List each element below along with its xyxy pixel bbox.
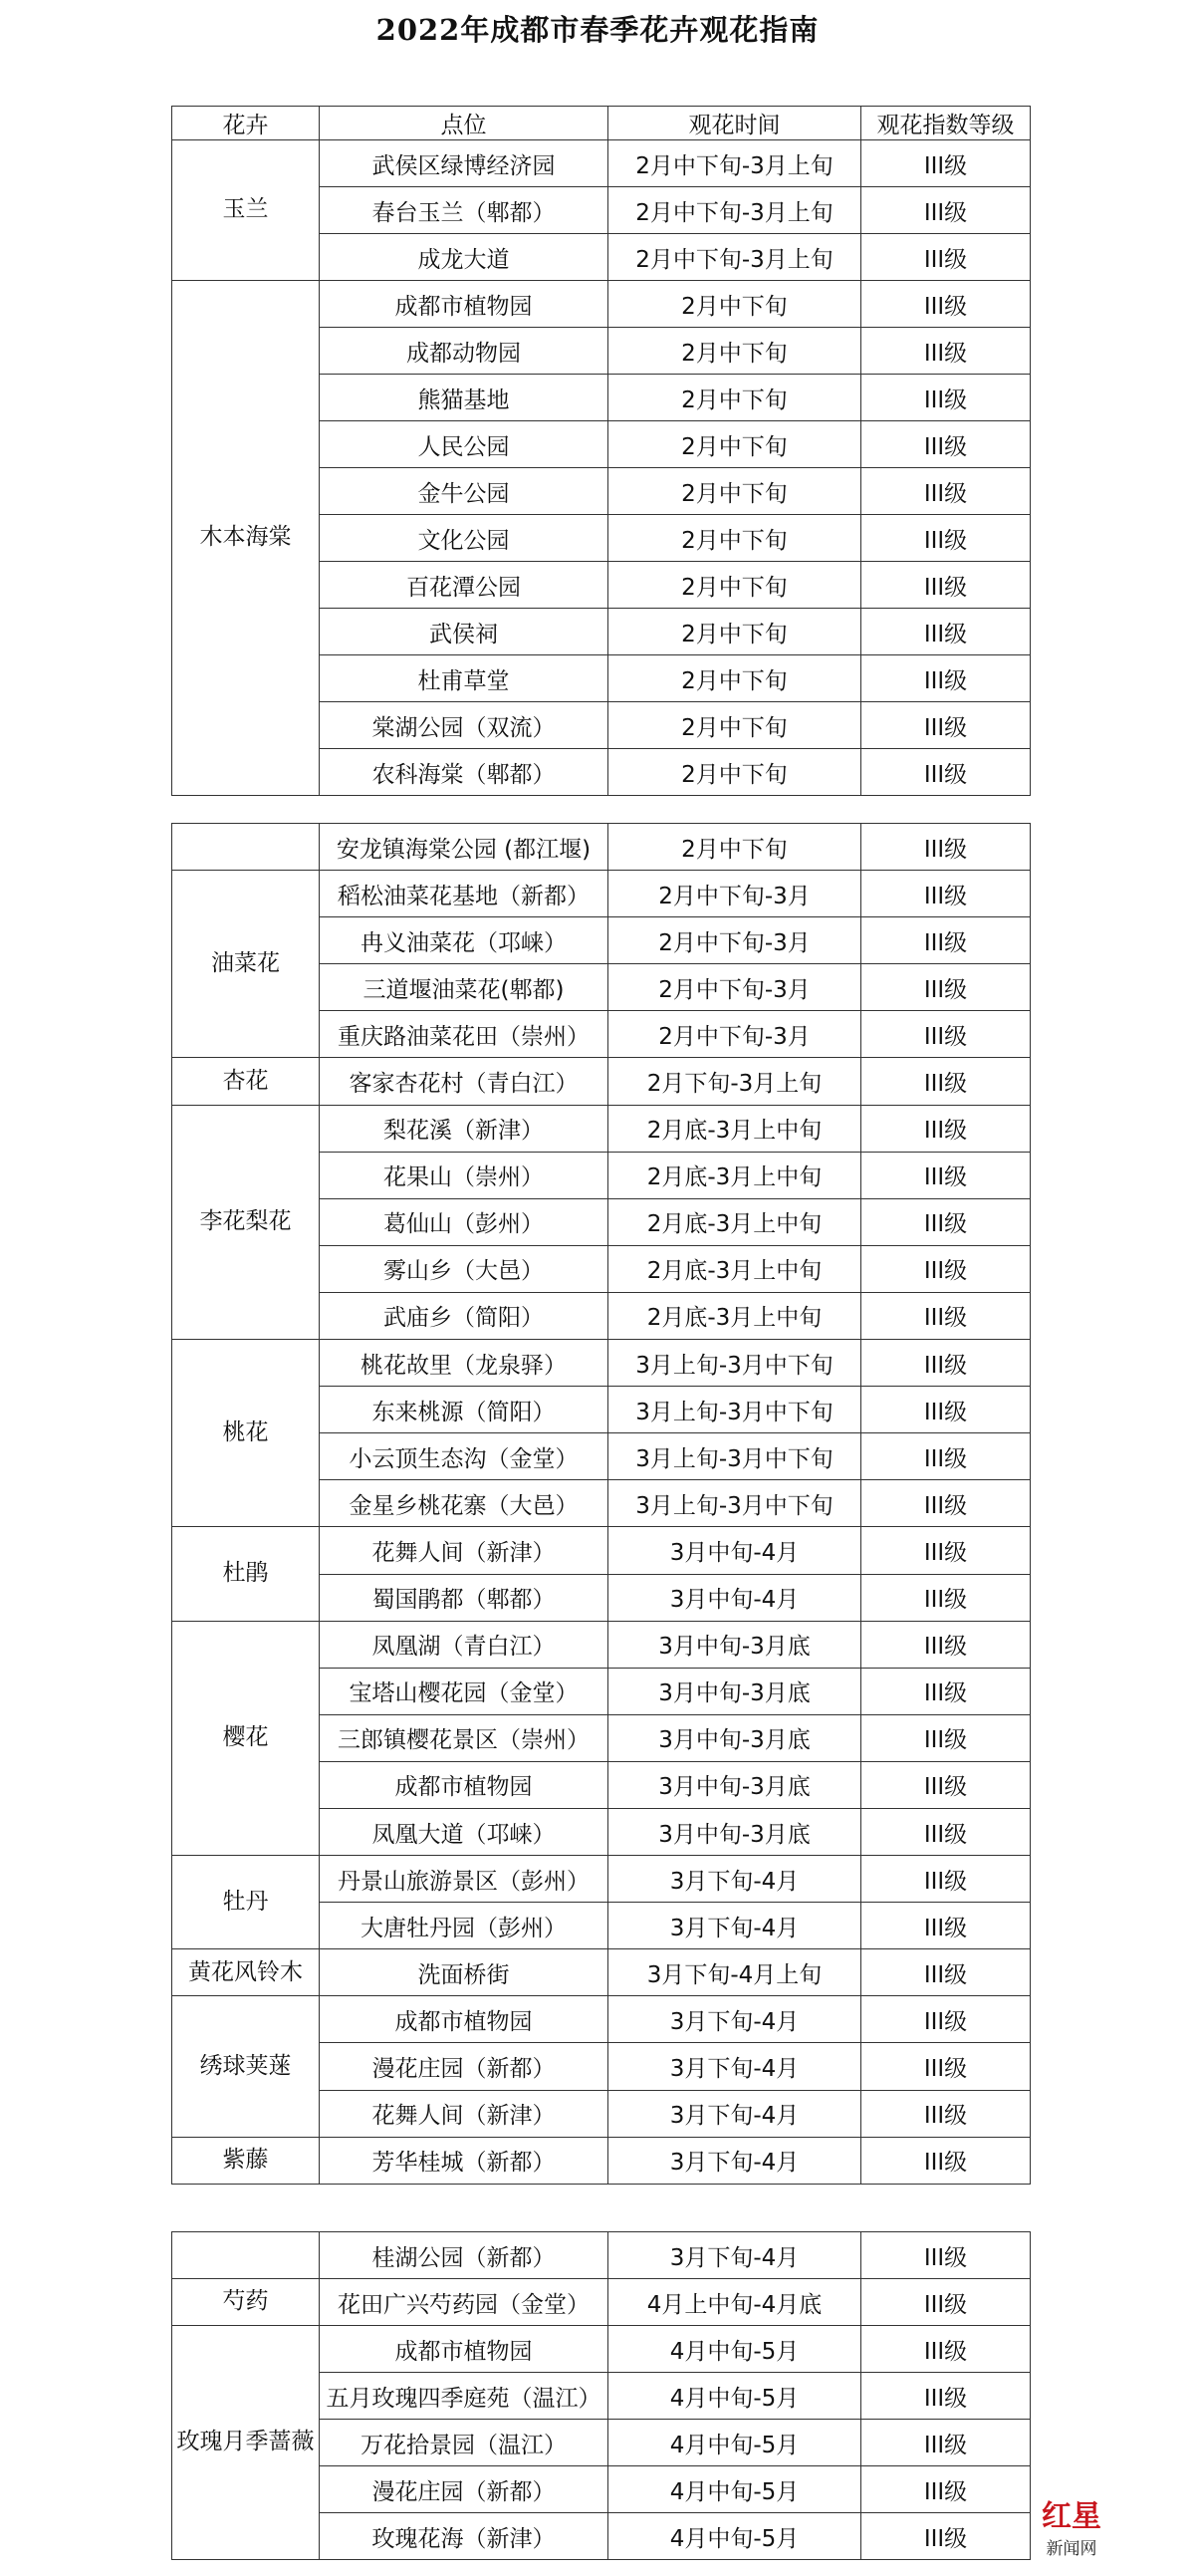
viewing-index-level-cell: III级: [861, 234, 1031, 281]
location-cell: 桃花故里（龙泉驿）: [320, 1340, 608, 1387]
flower-name-cell: [172, 2232, 320, 2279]
viewing-time-cell: 4月中旬-5月: [608, 2466, 861, 2513]
location-cell: 三郎镇樱花景区（崇州）: [320, 1714, 608, 1761]
viewing-index-level-cell: III级: [861, 1058, 1031, 1105]
location-cell: 雾山乡（大邑）: [320, 1245, 608, 1292]
viewing-time-cell: 2月中下旬: [608, 824, 861, 871]
location-cell: 葛仙山（彭州）: [320, 1198, 608, 1245]
flower-name-cell: 芍药: [172, 2279, 320, 2326]
viewing-time-cell: 3月上旬-3月中下旬: [608, 1387, 861, 1433]
guide-table-part-3: [171, 2231, 1031, 2560]
viewing-time-cell: 2月底-3月上中旬: [608, 1292, 861, 1339]
viewing-time-cell: 2月中下旬-3月上旬: [608, 140, 861, 187]
viewing-index-level-cell: III级: [861, 1856, 1031, 1903]
viewing-time-cell: 2月中下旬: [608, 515, 861, 562]
viewing-index-level-cell: III级: [861, 1105, 1031, 1152]
viewing-index-level-cell: III级: [861, 468, 1031, 515]
location-cell: 农科海棠（郫都）: [320, 749, 608, 796]
viewing-time-cell: 3月上旬-3月中下旬: [608, 1480, 861, 1527]
viewing-index-level-cell: III级: [861, 187, 1031, 234]
location-cell: 安龙镇海棠公园 (都江堰): [320, 824, 608, 871]
table-row: [172, 2326, 1031, 2373]
header-flower: 花卉: [172, 107, 320, 140]
location-cell: 成都市植物园: [320, 281, 608, 328]
location-cell: 蜀国鹃都（郫都）: [320, 1574, 608, 1621]
viewing-time-cell: 4月中旬-5月: [608, 2326, 861, 2373]
location-cell: 成都市植物园: [320, 2326, 608, 2373]
location-cell: 人民公园: [320, 421, 608, 468]
location-cell: 武庙乡（简阳）: [320, 1292, 608, 1339]
location-cell: 宝塔山樱花园（金堂）: [320, 1668, 608, 1714]
location-cell: 花舞人间（新津）: [320, 1527, 608, 1574]
viewing-index-level-cell: III级: [861, 2326, 1031, 2373]
location-cell: 稻松油菜花基地（新都）: [320, 871, 608, 917]
table-row: [172, 1527, 1031, 1574]
viewing-time-cell: 2月中下旬: [608, 609, 861, 655]
location-cell: 客家杏花村（青白江）: [320, 1058, 608, 1105]
viewing-index-level-cell: III级: [861, 421, 1031, 468]
location-cell: 大唐牡丹园（彭州）: [320, 1903, 608, 1949]
location-cell: 玫瑰花海（新津）: [320, 2513, 608, 2560]
location-cell: 成都市植物园: [320, 1996, 608, 2043]
table-row: [172, 281, 1031, 328]
viewing-index-level-cell: III级: [861, 1949, 1031, 1996]
table-row: [172, 2232, 1031, 2279]
location-cell: 五月玫瑰四季庭苑（温江）: [320, 2373, 608, 2420]
viewing-time-cell: 2月底-3月上中旬: [608, 1105, 861, 1152]
viewing-index-level-cell: III级: [861, 964, 1031, 1011]
viewing-index-level-cell: III级: [861, 2513, 1031, 2560]
viewing-index-level-cell: III级: [861, 1340, 1031, 1387]
location-cell: 芳华桂城（新都）: [320, 2137, 608, 2184]
viewing-index-level-cell: III级: [861, 655, 1031, 702]
flower-name-cell: 黄花风铃木: [172, 1949, 320, 1996]
viewing-time-cell: 2月中下旬: [608, 375, 861, 421]
flower-name-cell: 绣球荚蒾: [172, 1996, 320, 2137]
viewing-index-level-cell: III级: [861, 1761, 1031, 1808]
location-cell: 洗面桥街: [320, 1949, 608, 1996]
viewing-time-cell: 2月中下旬: [608, 468, 861, 515]
viewing-index-level-cell: III级: [861, 749, 1031, 796]
viewing-time-cell: 3月中旬-4月: [608, 1574, 861, 1621]
table-row: [172, 2279, 1031, 2326]
viewing-time-cell: 2月中下旬: [608, 702, 861, 749]
viewing-index-level-cell: III级: [861, 1574, 1031, 1621]
location-cell: 花舞人间（新津）: [320, 2090, 608, 2137]
logo-mark-text: 红星: [1042, 2499, 1101, 2534]
location-cell: 棠湖公园（双流）: [320, 702, 608, 749]
viewing-time-cell: 3月中旬-4月: [608, 1527, 861, 1574]
viewing-index-level-cell: III级: [861, 1903, 1031, 1949]
viewing-index-level-cell: III级: [861, 281, 1031, 328]
location-cell: 小云顶生态沟（金堂）: [320, 1433, 608, 1480]
viewing-index-level-cell: III级: [861, 1433, 1031, 1480]
viewing-index-level-cell: III级: [861, 702, 1031, 749]
flower-name-cell: 牡丹: [172, 1856, 320, 1949]
logo-caption-text: 新闻网: [1046, 2539, 1097, 2559]
location-cell: 文化公园: [320, 515, 608, 562]
location-cell: 金牛公园: [320, 468, 608, 515]
location-cell: 冉义油菜花（邛崃）: [320, 917, 608, 964]
viewing-time-cell: 2月中下旬-3月上旬: [608, 234, 861, 281]
viewing-index-level-cell: III级: [861, 1714, 1031, 1761]
header-row: [172, 107, 1031, 140]
viewing-time-cell: 3月上旬-3月中下旬: [608, 1433, 861, 1480]
viewing-time-cell: 2月中下旬: [608, 281, 861, 328]
location-cell: 漫花庄园（新都）: [320, 2043, 608, 2090]
viewing-index-level-cell: III级: [861, 1480, 1031, 1527]
viewing-time-cell: 2月底-3月上中旬: [608, 1198, 861, 1245]
location-cell: 重庆路油菜花田（崇州）: [320, 1011, 608, 1058]
viewing-index-level-cell: III级: [861, 2137, 1031, 2184]
table-row: [172, 1621, 1031, 1668]
table-row: [172, 1105, 1031, 1152]
location-cell: 丹景山旅游景区（彭州）: [320, 1856, 608, 1903]
location-cell: 成都动物园: [320, 328, 608, 375]
viewing-time-cell: 3月下旬-4月: [608, 2090, 861, 2137]
viewing-time-cell: 3月下旬-4月: [608, 2043, 861, 2090]
guide-table-part-1: [171, 106, 1031, 796]
viewing-time-cell: 4月中旬-5月: [608, 2373, 861, 2420]
viewing-index-level-cell: III级: [861, 1198, 1031, 1245]
viewing-time-cell: 2月底-3月上中旬: [608, 1152, 861, 1198]
table-row: [172, 1058, 1031, 1105]
viewing-time-cell: 2月中下旬-3月上旬: [608, 187, 861, 234]
location-cell: 春台玉兰（郫都）: [320, 187, 608, 234]
viewing-index-level-cell: III级: [861, 2420, 1031, 2466]
viewing-index-level-cell: III级: [861, 1621, 1031, 1668]
viewing-time-cell: 3月中旬-3月底: [608, 1761, 861, 1808]
location-cell: 成龙大道: [320, 234, 608, 281]
viewing-index-level-cell: III级: [861, 2043, 1031, 2090]
viewing-index-level-cell: III级: [861, 328, 1031, 375]
viewing-index-level-cell: III级: [861, 917, 1031, 964]
table-row: [172, 1856, 1031, 1903]
viewing-time-cell: 3月中旬-3月底: [608, 1668, 861, 1714]
viewing-time-cell: 3月下旬-4月: [608, 2232, 861, 2279]
viewing-time-cell: 3月上旬-3月中下旬: [608, 1340, 861, 1387]
flower-name-cell: [172, 824, 320, 871]
viewing-index-level-cell: III级: [861, 1152, 1031, 1198]
viewing-index-level-cell: III级: [861, 2373, 1031, 2420]
viewing-time-cell: 2月中下旬: [608, 655, 861, 702]
viewing-time-cell: 2月中下旬-3月: [608, 871, 861, 917]
location-cell: 杜甫草堂: [320, 655, 608, 702]
header-location: 点位: [320, 107, 608, 140]
viewing-time-cell: 4月中旬-5月: [608, 2513, 861, 2560]
table-row: [172, 871, 1031, 917]
viewing-index-level-cell: III级: [861, 515, 1031, 562]
viewing-index-level-cell: III级: [861, 2279, 1031, 2326]
viewing-index-level-cell: III级: [861, 2466, 1031, 2513]
viewing-time-cell: 2月下旬-3月上旬: [608, 1058, 861, 1105]
viewing-time-cell: 3月中旬-3月底: [608, 1808, 861, 1855]
viewing-index-level-cell: III级: [861, 562, 1031, 609]
flower-name-cell: 杜鹃: [172, 1527, 320, 1621]
viewing-index-level-cell: III级: [861, 871, 1031, 917]
viewing-time-cell: 2月底-3月上中旬: [608, 1245, 861, 1292]
location-cell: 凤凰湖（青白江）: [320, 1621, 608, 1668]
guide-table-part-2: [171, 823, 1031, 2185]
table-row: [172, 824, 1031, 871]
viewing-time-cell: 3月下旬-4月: [608, 2137, 861, 2184]
viewing-time-cell: 3月下旬-4月: [608, 1903, 861, 1949]
flower-name-cell: 油菜花: [172, 871, 320, 1058]
location-cell: 三道堰油菜花(郫都): [320, 964, 608, 1011]
viewing-time-cell: 2月中下旬-3月: [608, 917, 861, 964]
flower-name-cell: 李花梨花: [172, 1105, 320, 1339]
header-time: 观花时间: [608, 107, 861, 140]
viewing-time-cell: 2月中下旬-3月: [608, 1011, 861, 1058]
hongxing-news-logo: [1032, 2490, 1111, 2562]
flower-name-cell: 木本海棠: [172, 281, 320, 796]
viewing-time-cell: 4月上中旬-4月底: [608, 2279, 861, 2326]
viewing-time-cell: 3月中旬-3月底: [608, 1621, 861, 1668]
viewing-time-cell: 2月中下旬: [608, 562, 861, 609]
table-row: [172, 1996, 1031, 2043]
location-cell: 漫花庄园（新都）: [320, 2466, 608, 2513]
viewing-time-cell: 3月下旬-4月上旬: [608, 1949, 861, 1996]
viewing-time-cell: 2月中下旬-3月: [608, 964, 861, 1011]
location-cell: 花果山（崇州）: [320, 1152, 608, 1198]
location-cell: 花田广兴芍药园（金堂）: [320, 2279, 608, 2326]
viewing-index-level-cell: III级: [861, 2090, 1031, 2137]
viewing-index-level-cell: III级: [861, 824, 1031, 871]
viewing-time-cell: 2月中下旬: [608, 328, 861, 375]
viewing-time-cell: 3月下旬-4月: [608, 1856, 861, 1903]
viewing-index-level-cell: III级: [861, 609, 1031, 655]
location-cell: 金星乡桃花寨（大邑）: [320, 1480, 608, 1527]
header-level: 观花指数等级: [861, 107, 1031, 140]
location-cell: 万花拾景园（温江）: [320, 2420, 608, 2466]
location-cell: 凤凰大道（邛崃）: [320, 1808, 608, 1855]
location-cell: 东来桃源（简阳）: [320, 1387, 608, 1433]
location-cell: 武侯区绿博经济园: [320, 140, 608, 187]
viewing-time-cell: 3月中旬-3月底: [608, 1714, 861, 1761]
location-cell: 成都市植物园: [320, 1761, 608, 1808]
page-title: 2022年成都市春季花卉观花指南: [375, 13, 820, 47]
viewing-index-level-cell: III级: [861, 1808, 1031, 1855]
viewing-time-cell: 2月中下旬: [608, 749, 861, 796]
viewing-time-cell: 2月中下旬: [608, 421, 861, 468]
table-row: [172, 1949, 1031, 1996]
viewing-index-level-cell: III级: [861, 1011, 1031, 1058]
location-cell: 梨花溪（新津）: [320, 1105, 608, 1152]
viewing-index-level-cell: III级: [861, 375, 1031, 421]
location-cell: 百花潭公园: [320, 562, 608, 609]
flower-name-cell: 杏花: [172, 1058, 320, 1105]
location-cell: 桂湖公园（新都）: [320, 2232, 608, 2279]
location-cell: 熊猫基地: [320, 375, 608, 421]
flower-name-cell: 玫瑰月季蔷薇: [172, 2326, 320, 2560]
viewing-index-level-cell: III级: [861, 1387, 1031, 1433]
location-cell: 武侯祠: [320, 609, 608, 655]
table-row: [172, 1340, 1031, 1387]
viewing-index-level-cell: III级: [861, 140, 1031, 187]
flower-name-cell: 紫藤: [172, 2137, 320, 2184]
viewing-index-level-cell: III级: [861, 1668, 1031, 1714]
viewing-time-cell: 4月中旬-5月: [608, 2420, 861, 2466]
flower-name-cell: 桃花: [172, 1340, 320, 1527]
viewing-index-level-cell: III级: [861, 1292, 1031, 1339]
table-row: [172, 140, 1031, 187]
viewing-index-level-cell: III级: [861, 1527, 1031, 1574]
viewing-index-level-cell: III级: [861, 2232, 1031, 2279]
viewing-index-level-cell: III级: [861, 1245, 1031, 1292]
flower-name-cell: 玉兰: [172, 140, 320, 281]
viewing-index-level-cell: III级: [861, 1996, 1031, 2043]
table-row: [172, 2137, 1031, 2184]
flower-name-cell: 樱花: [172, 1621, 320, 1855]
viewing-time-cell: 3月下旬-4月: [608, 1996, 861, 2043]
